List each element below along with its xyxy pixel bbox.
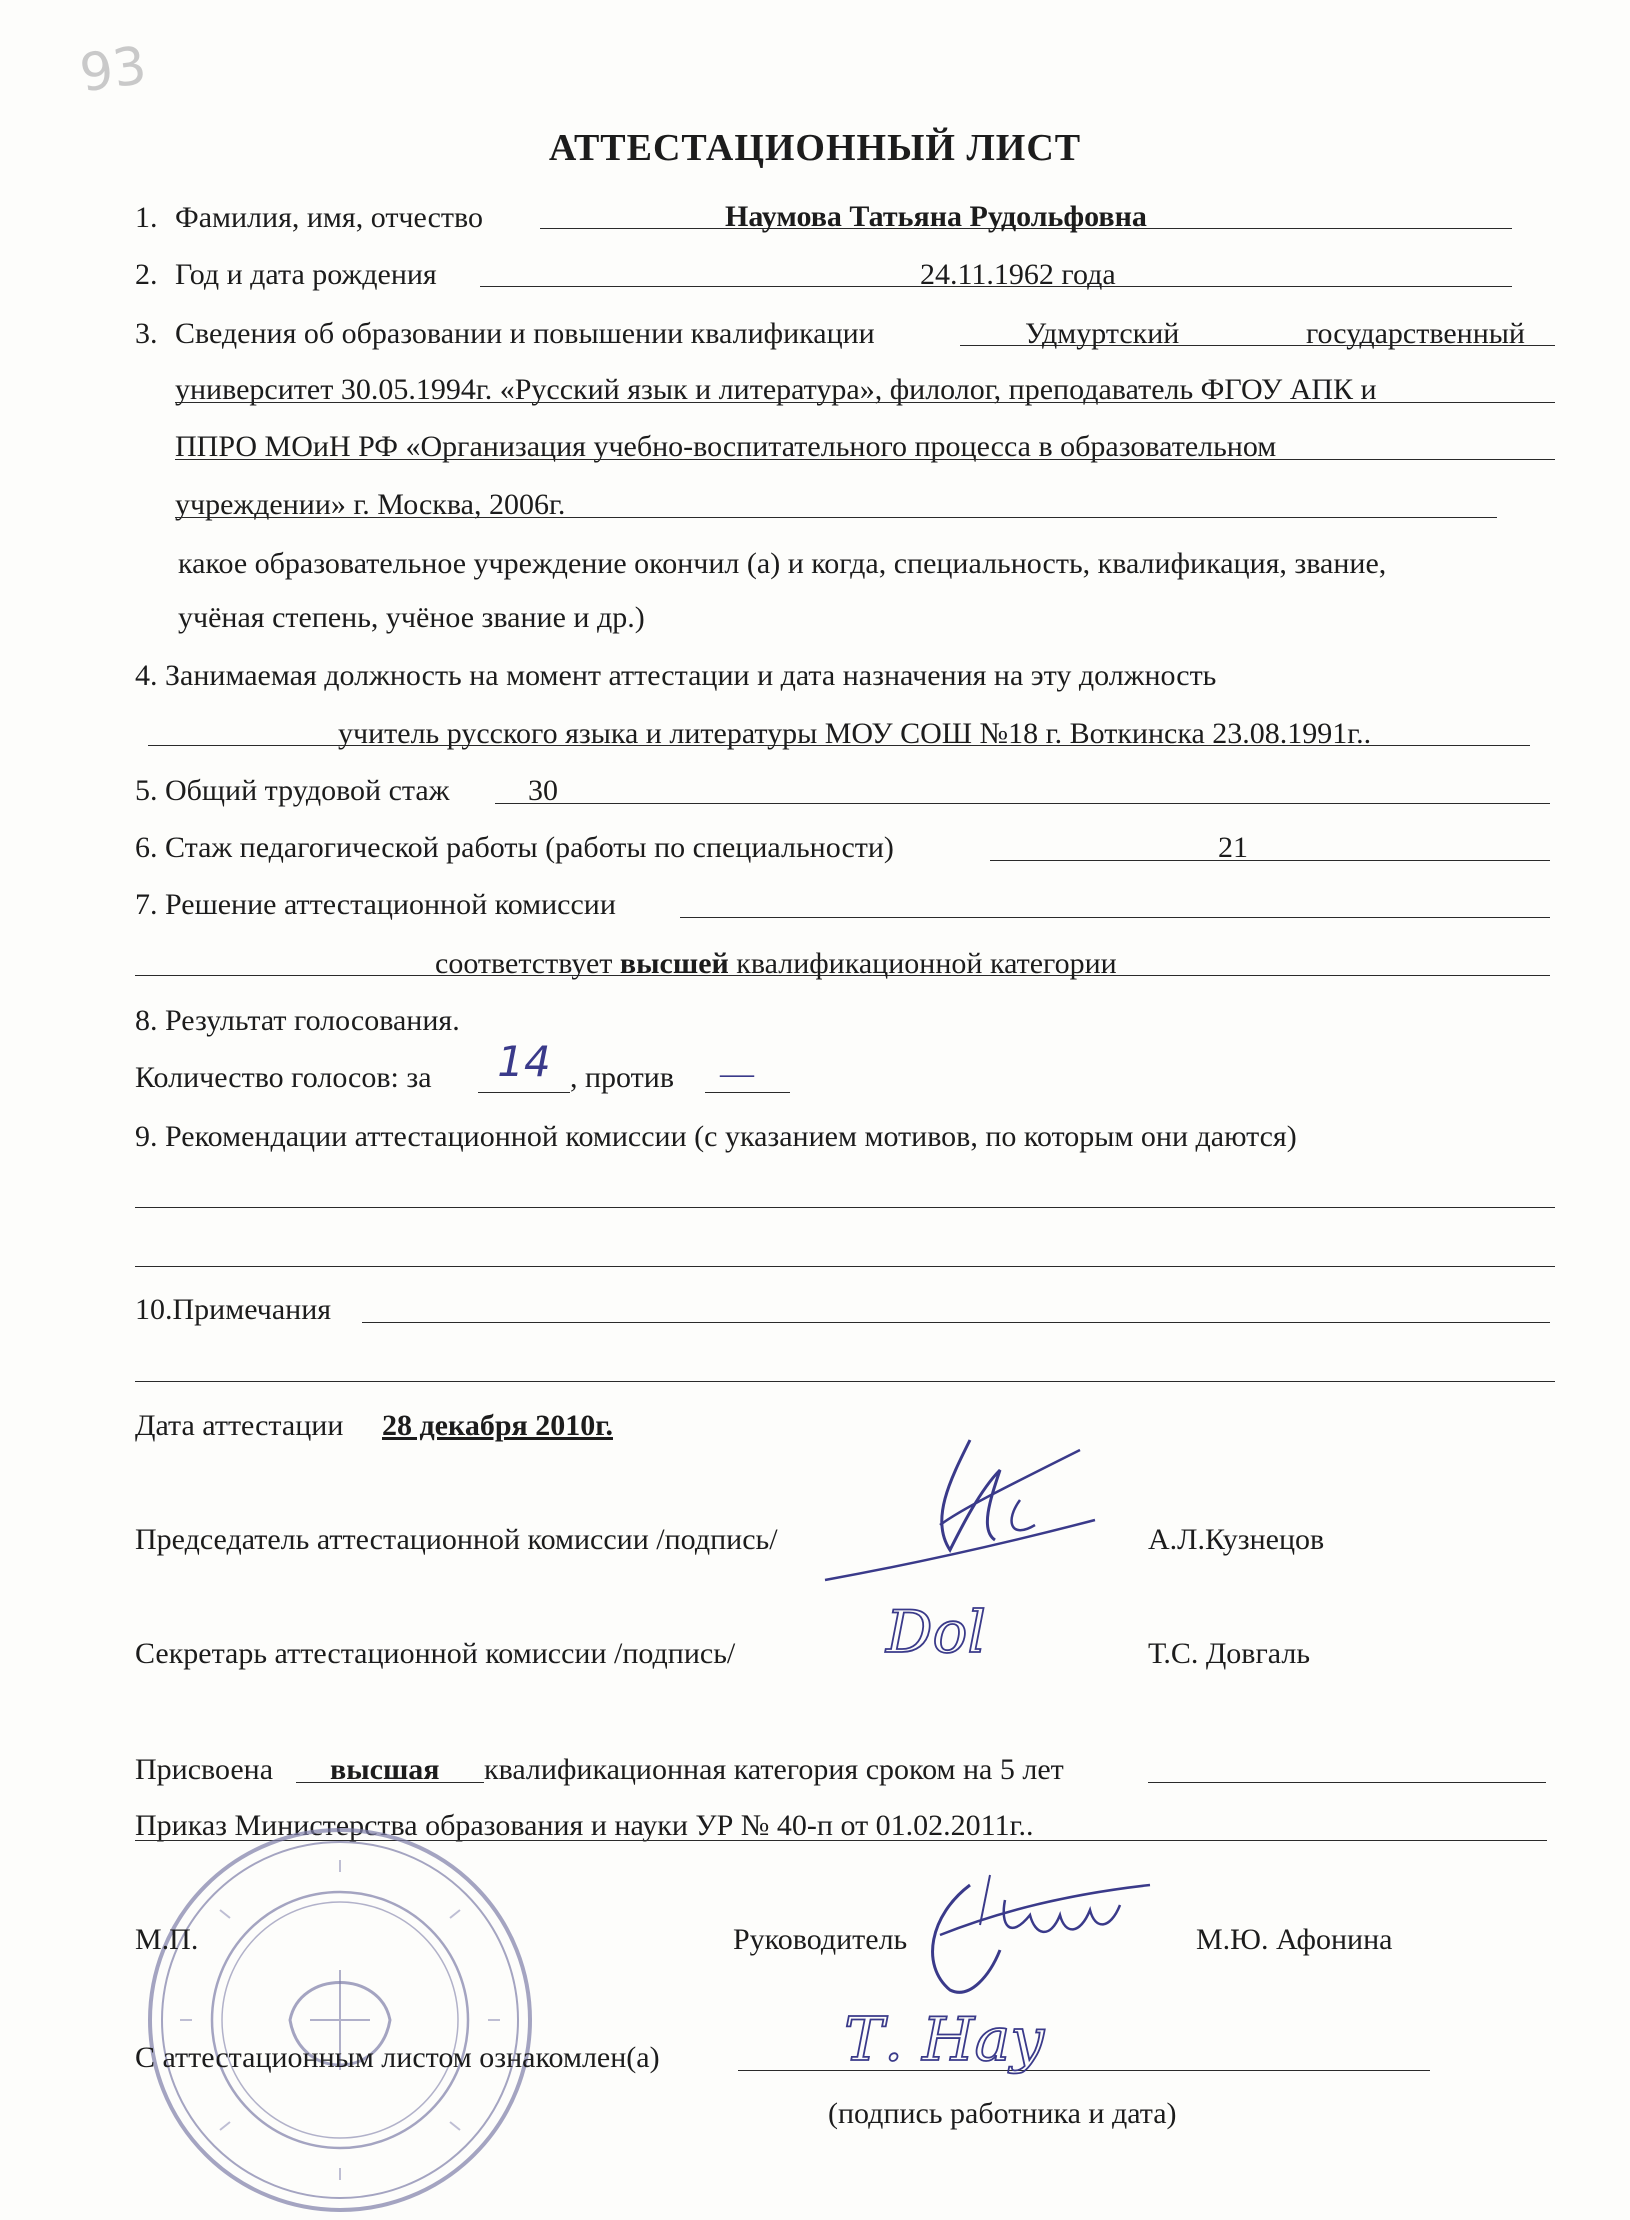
secretary-signature-icon [880,1590,1020,1680]
votes-against-label: , против [570,1061,674,1094]
item9-label: 9. Рекомендации аттестационной комиссии (с указанием мотивов, по которым они даются) [135,1120,1297,1153]
item2-number: 2. [135,258,158,291]
official-seal-icon [140,1820,540,2220]
item3-label: Сведения об образовании и повышении квалификации [175,317,875,350]
item3-hint-line1: какое образовательное учреждение окончил (а) и когда, специальность, квалификация, звание, [178,547,1387,580]
assigned-tail-underline [1148,1782,1546,1783]
employee-signature: Т. Нау [844,2005,1046,2075]
item1-label: Фамилия, имя, отчество [175,201,483,234]
item7-label: 7. Решение аттестационной комиссии [135,888,616,921]
item4-value: учитель русского языка и литературы МОУ СОШ №18 г. Воткинска 23.08.1991г.. [338,717,1372,750]
item6-label: 6. Стаж педагогической работы (работы по специальности) [135,831,894,864]
item9-underline-1 [135,1207,1555,1208]
chair-signature-icon [820,1430,1100,1590]
item4-label: 4. Занимаемая должность на момент аттестации и дата назначения на эту должность [135,659,1217,692]
secretary-name: Т.С. Довгаль [1148,1637,1310,1670]
item10-label: 10.Примечания [135,1293,332,1326]
assigned-value: высшая [330,1753,440,1786]
item3-underline-3 [175,459,1555,460]
item2-label: Год и дата рождения [175,258,437,291]
item7-value-post: квалификационной категории [728,947,1117,980]
item3-number: 3. [135,317,158,350]
item10-underline-2 [135,1381,1555,1382]
item5-value: 30 [528,774,558,807]
item5-underline [495,803,1550,804]
item3-underline-4 [175,517,1497,518]
votes-label: Количество голосов: за [135,1061,432,1094]
item10-underline-1 [362,1322,1550,1323]
votes-for-value: 14 [497,1037,551,1086]
secretary-signature: Dol [886,1598,986,1666]
item3-value-line3: ППРО МОиН РФ «Организация учебно-воспитательного процесса в образовательном [175,430,1277,463]
secretary-label: Секретарь аттестационной комиссии /подпись/ [135,1637,736,1670]
item7-value-bold: высшей [619,947,729,980]
item8-label: 8. Результат голосования. [135,1004,460,1037]
head-signature-icon [910,1855,1160,2005]
item2-value: 24.11.1962 года [920,258,1116,291]
item3-hint-line2: учёная степень, учёное звание и др.) [178,601,645,634]
item3-value-line2: университет 30.05.1994г. «Русский язык и литература», филолог, преподаватель ФГОУ АПК и [175,373,1377,406]
date-value: 28 декабря 2010г. [382,1409,613,1442]
item6-value: 21 [1218,831,1248,864]
head-label: Руководитель [733,1923,908,1956]
assigned-label-pre: Присвоена [135,1753,274,1786]
item9-underline-2 [135,1266,1555,1267]
votes-for-underline [478,1092,570,1093]
chair-name: А.Л.Кузнецов [1148,1523,1325,1556]
acquainted-hint: (подпись работника и дата) [828,2097,1177,2130]
item1-number: 1. [135,201,158,234]
employee-signature-icon [840,1990,1100,2090]
votes-against-underline [705,1092,790,1093]
votes-against-value: — [720,1055,754,1092]
acquainted-label: С аттестационным листом ознакомлен(а) [135,2041,660,2074]
item7-value [435,946,1117,982]
seal-placeholder-label: М.П. [135,1923,199,1956]
chair-label: Председатель аттестационной комиссии /подпись/ [135,1523,778,1556]
item7-value-pre: соответствует [435,947,620,980]
date-label: Дата аттестации [135,1409,344,1442]
document-title: АТТЕСТАЦИОННЫЙ ЛИСТ [548,127,1082,169]
item3-value-line1b: государственный [1306,317,1525,350]
item3-value-line4: учреждении» г. Москва, 2006г. [175,488,566,521]
item7-underline-1 [680,917,1550,918]
corner-mark: 93 [76,35,151,105]
item6-underline [990,860,1550,861]
item3-underline-2 [175,402,1555,403]
item1-value: Наумова Татьяна Рудольфовна [725,200,1147,233]
order-text: Приказ Министерства образования и науки УР № 40-п от 01.02.2011г.. [135,1809,1034,1842]
item3-value-line1a: Удмуртский [1025,317,1180,350]
item5-label: 5. Общий трудовой стаж [135,774,450,807]
head-name: М.Ю. Афонина [1196,1923,1393,1956]
assigned-label-post: квалификационная категория сроком на 5 лет [484,1753,1064,1786]
